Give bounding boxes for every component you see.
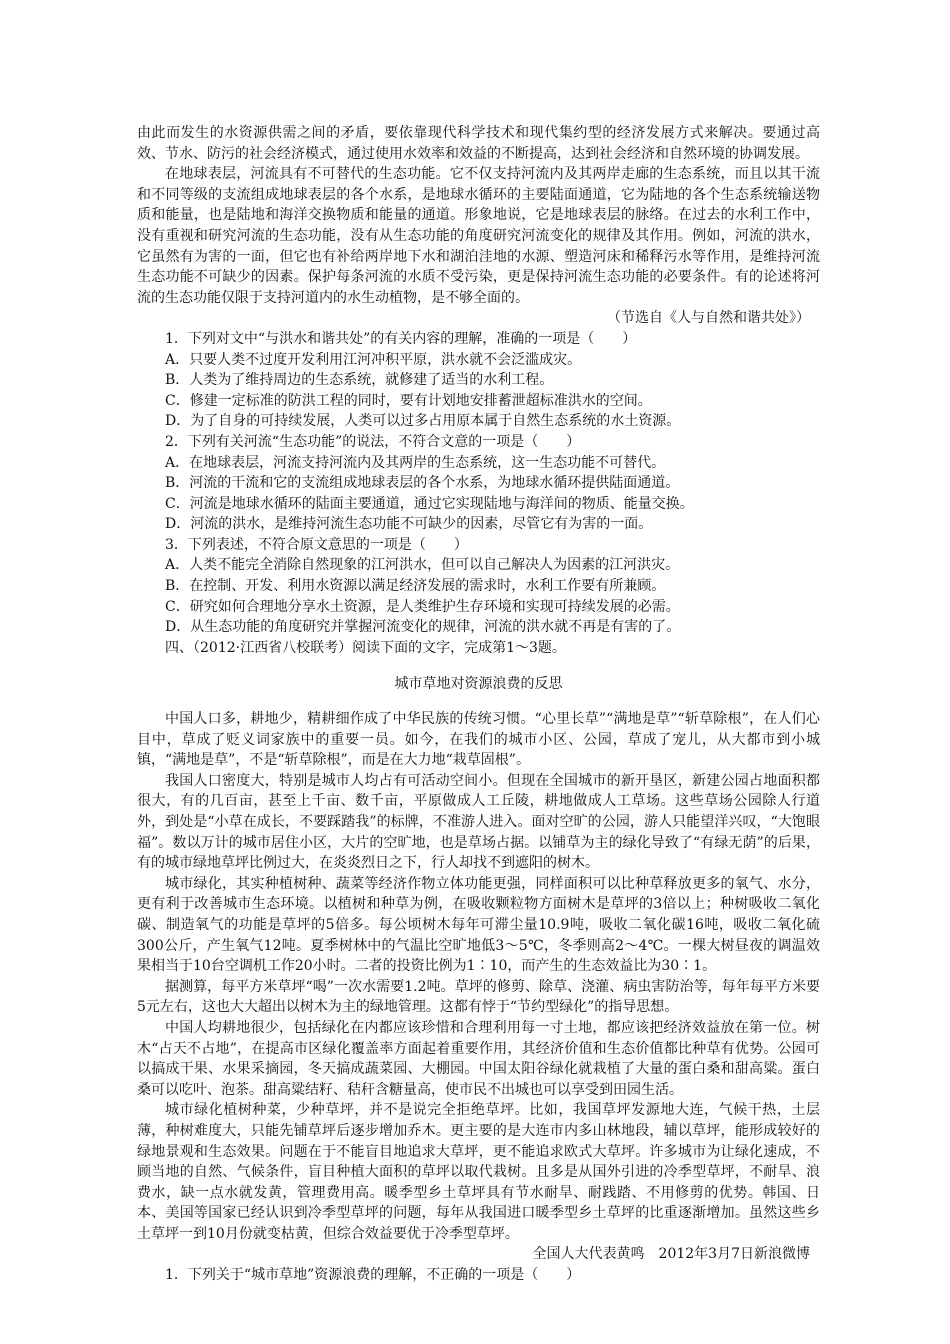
question-2-option-c: C．河流是地球水循环的陆面主要通道，通过它实现陆地与海洋间的物质、能量交换。 (165, 495, 694, 512)
question-1-option-b: B．人类为了维持周边的生态系统，就修建了适当的水利工程。 (165, 372, 554, 389)
question-1-option-c: C．修建一定标准的防洪工程的同时，要有计划地安排蓄泄超标准洪水的空间。 (165, 392, 652, 409)
question-2-option-a: A．在地球表层，河流支持河流内及其两岸的生态系统，这一生态功能不可替代。 (165, 454, 666, 471)
article-paragraph-1: 中国人口多，耕地少，精耕细作成了中华民族的传统习惯。“心里长草”“满地是草”“斩草除根”，在人们心目中，草成了贬义词家族中的重要一员。如今，在我们的城市小区、公园，草成了宠儿，从大都市到小城镇，“满地是草”，不是“斩草除根”，而是在大力地“栽草固根”。 (137, 711, 820, 769)
question-3-option-b: B．在控制、开发、利用水资源以满足经济发展的需求时，水利工作要有所兼顾。 (165, 578, 666, 595)
question-3-option-a: A．人类不能完全消除自然现象的江河洪水，但可以自己解决人为因素的江河洪灾。 (165, 557, 680, 574)
article-paragraph-6: 城市绿化植树种菜，少种草坪，并不是说完全拒绝草坪。比如，我国草坪发源地大连，气候干热，土层薄，种树难度大，只能先铺草坪后逐步增加乔木。更主要的是大连市内多山林地段，辅以草坪，能形成较好的绿地景观和生态效果。问题在于不能盲目地追求大草坪，更不能追求欧式大草坪。许多城市为让绿化速成，不顾当地的自然、气候条件，盲目种植大面积的草坪以取代栽树。且多是从国外引进的冷季型草坪，不耐旱、浪费水，缺一点水就发黄，管理费用高。暖季型乡土草坪具有节水耐旱、耐践踏、不用修剪的优势。韩国、日本、美国等国家已经认识到冷季型草坪的问题，每年从我国进口暖季型乡土草坪的比重逐渐增加。虽然这些乡土草坪一到10月份就变枯黄，但综合效益要优于冷季型草坪。 (137, 1102, 820, 1242)
question-2-stem: 2．下列有关河流“生态功能”的说法，不符合文意的一项是（ ） (165, 433, 581, 450)
article-paragraph-2: 我国人口密度大，特别是城市人均占有可活动空间小。但现在全国城市的新开垦区，新建公园占地面积都很大，有的几百亩，甚至上千亩、数千亩，平原做成人工丘陵，耕地做成人工草场。这些草场公园除人行道外，到处是“小草在成长，不要踩踏我”的标牌，不准游人进入。面对空旷的公园，游人只能望洋兴叹，“大饱眼福”。数以万计的城市居住小区，大片的空旷地，也是草场占据。以铺草为主的绿化导致了“有绿无荫”的后果，有的城市绿地草坪比例过大，在炎炎烈日之下，行人却找不到遮阳的树木。 (137, 772, 820, 872)
question-3-option-d: D．从生态功能的角度研究并掌握河流变化的规律，河流的洪水就不再是有害的了。 (165, 619, 681, 636)
passage1-source: （节选自《人与自然和谐共处》） (607, 310, 810, 327)
article-paragraph-4: 据测算，每平方米草坪“喝”一次水需要1.2吨。草坪的修剪、除草、浇灌、病虫害防治等，每年每平方米要5元左右，这也大大超出以树木为主的绿地管理。这都有悖于“节约型绿化”的指导思想。 (137, 978, 820, 1016)
article-title: 城市草地对资源浪费的反思 (394, 676, 563, 693)
question-1-option-d: D．为了自身的可持续发展，人类可以过多占用原本属于自然生态系统的水土资源。 (165, 413, 681, 430)
section-4-heading: 四、（2012·江西省八校联考）阅读下面的文字，完成第1～3题。 (165, 639, 566, 656)
article-paragraph-3: 城市绿化，其实种植树种、蔬菜等经济作物立体功能更强，同样面积可以比种草释放更多的氧气、水分，更有利于改善城市生态环境。以植树和种草为例，在吸收颗粒物方面树木是草坪的3倍以上；种树吸收二氧化碳、制造氧气的功能是草坪的5倍多。每公顷树木每年可滞尘量10.9吨，吸收二氧化碳16吨，吸收二氧化硫300公斤，产生氧气12吨。夏季树林中的气温比空旷地低3～5℃，冬季则高2～4℃。一棵大树昼夜的调温效果相当于10台空调机工作20小时。二者的投资比例为1∶10，而产生的生态效益比为30∶1。 (137, 875, 820, 975)
document-body (137, 123, 820, 1286)
question-1-stem: 1．下列对文中“与洪水和谐共处”的有关内容的理解，准确的一项是（ ） (165, 330, 637, 347)
question-2-option-d: D．河流的洪水，是维持河流生态功能不可缺少的因素，尽管它有为害的一面。 (165, 516, 653, 533)
question-3-stem: 3．下列表述，不符合原文意思的一项是（ ） (165, 536, 468, 553)
section-4-question-1-stem: 1．下列关于“城市草地”资源浪费的理解，不正确的一项是（ ） (165, 1267, 581, 1284)
passage1-paragraph-2: 在地球表层，河流具有不可替代的生态功能。它不仅支持河流内及其两岸走廊的生态系统，而且以其干流和不同等级的支流组成地球表层的各个水系，是地球水循环的主要陆面通道，它为陆地的各个生态系统输送物质和能量，也是陆地和海洋交换物质和能量的通道。形象地说，它是地球表层的脉络。在过去的水利工作中，没有重视和研究河流的生态功能，没有从生态功能的角度研究河流变化的规律及其作用。例如，河流的洪水，它虽然有为害的一面，但它也有补给两岸地下水和湖泊洼地的水源、塑造河床和稀释污水等作用，是维持河流生态功能不可缺少的因素。保护每条河流的水质不受污染，更是保持河流生态功能的必要条件。有的论述将河流的生态功能仅限于支持河道内的水生动植物，是不够全面的。 (137, 166, 820, 306)
article-paragraph-5: 中国人均耕地很少，包括绿化在内都应该珍惜和合理利用每一寸土地，都应该把经济效益放在第一位。树木“占天不占地”，在提高市区绿化覆盖率方面起着重要作用，其经济价值和生态价值都比种草有优势。公园可以搞成干果、水果采摘园，冬天搞成蔬菜园、大棚园。中国太阳谷绿化就栽植了大量的蛋白桑和甜高粱。蛋白桑可以吃叶、泡茶。甜高粱结籽、秸秆含糖量高，使市民不出城也可以享受到田园生活。 (137, 1019, 820, 1098)
question-3-option-c: C．研究如何合理地分享水土资源，是人类维护生存环境和实现可持续发展的必需。 (165, 598, 680, 615)
question-1-option-a: A．只要人类不过度开发利用江河冲积平原，洪水就不会泛滥成灾。 (165, 351, 582, 368)
article-signature: 全国人大代表黄鸣 2012年3月7日新浪微博 (532, 1246, 810, 1263)
question-2-option-b: B．河流的干流和它的支流组成地球表层的各个水系，为地球水循环提供陆面通道。 (165, 475, 680, 492)
passage1-paragraph-1: 由此而发生的水资源供需之间的矛盾，要依靠现代科学技术和现代集约型的经济发展方式来解决。要通过高效、节水、防污的社会经济模式，通过使用水效率和效益的不断提高，达到社会经济和自然环境的协调发展。 (137, 125, 820, 162)
